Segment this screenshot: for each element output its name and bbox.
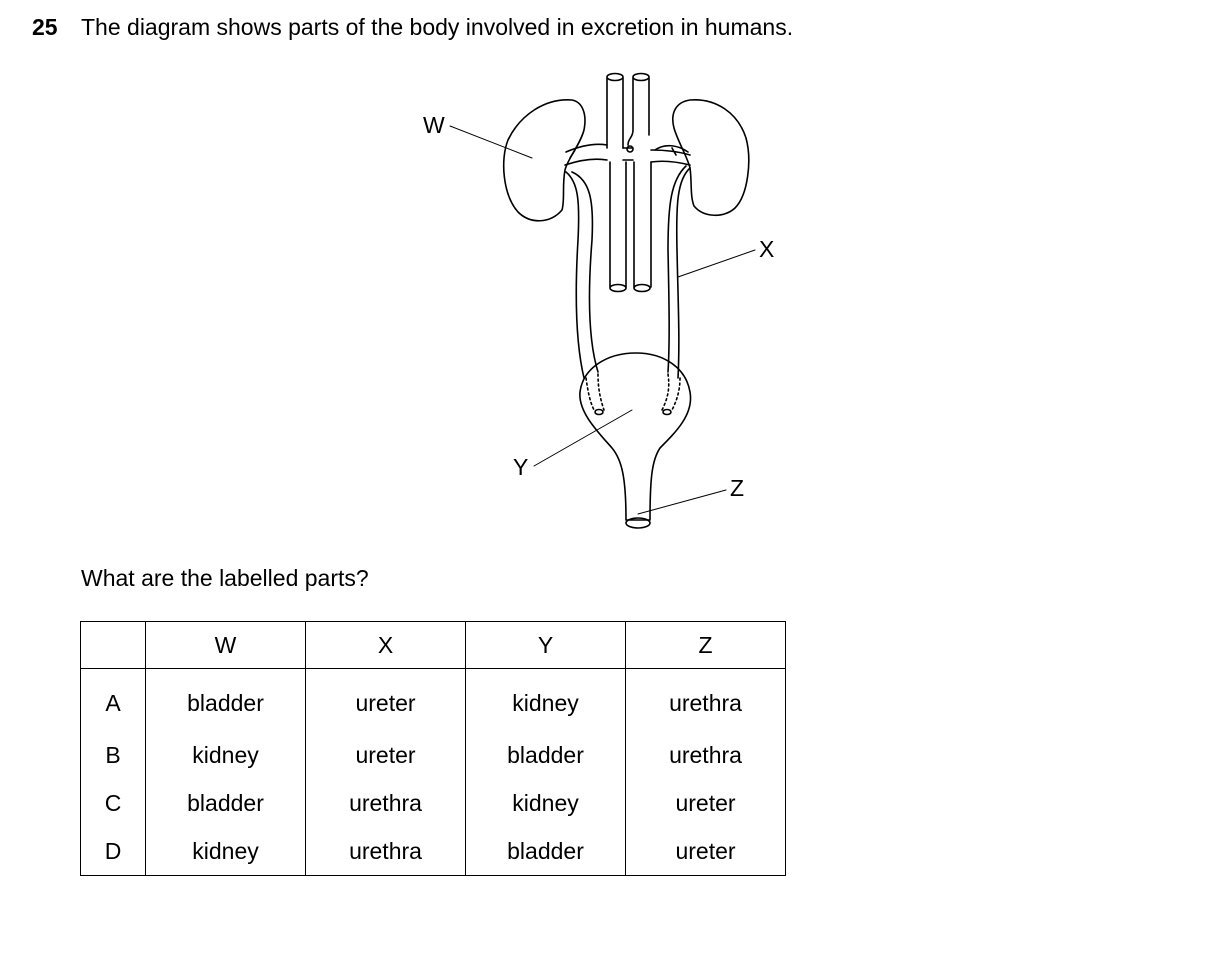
option-cell-z: urethra (626, 731, 786, 779)
header-w: W (146, 622, 306, 669)
aorta (607, 78, 623, 148)
option-cell-x: ureter (306, 731, 466, 779)
excretory-system-diagram (400, 66, 800, 546)
option-cell-w: bladder (146, 669, 306, 732)
option-letter: C (81, 779, 146, 827)
right-ureter-entry (662, 374, 680, 410)
label-line-w (450, 126, 532, 158)
option-cell-z: ureter (626, 779, 786, 827)
left-ureter-opening (595, 410, 603, 415)
label-z: Z (730, 475, 745, 501)
header-y: Y (466, 622, 626, 669)
aorta-bottom (610, 285, 626, 292)
header-x: X (306, 622, 466, 669)
aorta-lower (610, 162, 626, 287)
right-ureter-opening (663, 410, 671, 415)
option-cell-x: ureter (306, 669, 466, 732)
question-prompt: What are the labelled parts? (81, 565, 369, 591)
table-header-row (81, 622, 786, 669)
question-stem: The diagram shows parts of the body involved in excretion in humans. (81, 14, 794, 40)
option-cell-z: ureter (626, 827, 786, 876)
option-letter: D (81, 827, 146, 876)
header-blank (81, 622, 146, 669)
label-x: X (759, 236, 775, 262)
label-y: Y (513, 454, 529, 480)
option-row-a[interactable] (81, 669, 786, 732)
option-cell-y: kidney (466, 779, 626, 827)
option-row-d[interactable] (81, 827, 786, 876)
option-cell-w: kidney (146, 827, 306, 876)
aorta-top (607, 74, 623, 81)
answer-options-table (80, 621, 786, 876)
option-cell-x: urethra (306, 779, 466, 827)
header-z: Z (626, 622, 786, 669)
right-kidney (673, 100, 749, 215)
left-ureter (566, 172, 598, 378)
option-row-b[interactable] (81, 731, 786, 779)
left-ureter-entry (586, 374, 604, 410)
option-cell-w: bladder (146, 779, 306, 827)
renal-vessels-left (565, 144, 607, 165)
renal-cross (623, 148, 633, 160)
option-cell-w: kidney (146, 731, 306, 779)
label-line-x (678, 250, 755, 277)
vena-cava-top (633, 74, 649, 81)
left-kidney (504, 100, 585, 221)
option-cell-x: urethra (306, 827, 466, 876)
label-w: W (423, 112, 445, 138)
option-cell-z: urethra (626, 669, 786, 732)
bladder (580, 353, 691, 520)
renal-dot (627, 146, 633, 152)
option-row-c[interactable] (81, 779, 786, 827)
option-cell-y: bladder (466, 827, 626, 876)
option-letter: A (81, 669, 146, 732)
option-cell-y: bladder (466, 731, 626, 779)
right-ureter (668, 166, 690, 378)
option-cell-y: kidney (466, 669, 626, 732)
vena-cava-lower (634, 162, 651, 287)
option-letter: B (81, 731, 146, 779)
renal-vessels-right (651, 146, 690, 165)
vena-cava-bottom (634, 285, 650, 292)
vena-cava (628, 78, 649, 145)
question-number: 25 (32, 14, 58, 40)
